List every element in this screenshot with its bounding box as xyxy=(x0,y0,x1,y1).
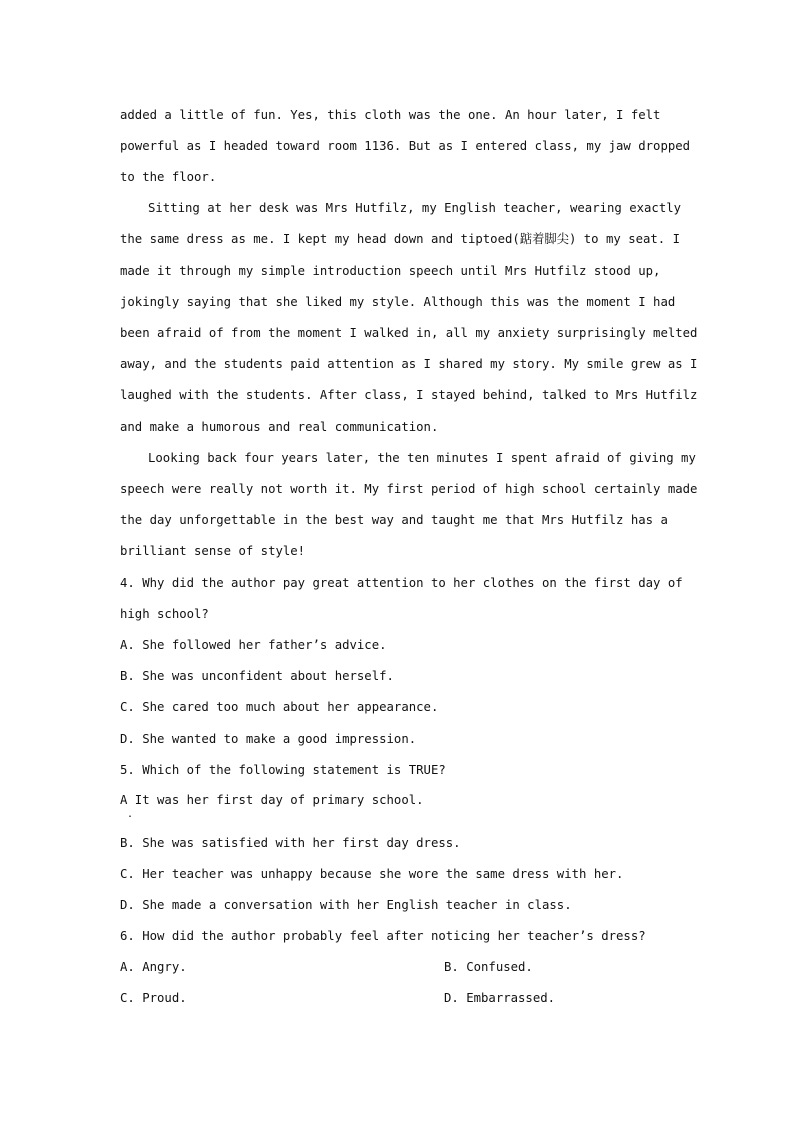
q5-option-b: B. She was satisfied with her first day dress. xyxy=(120,836,461,850)
question-5-stem: 5. Which of the following statement is TRUE? xyxy=(120,763,446,777)
passage-line: Sitting at her desk was Mrs Hutfilz, my English teacher, wearing exactly xyxy=(148,201,682,215)
passage-line: speech were really not worth it. My first period of high school certainly made xyxy=(120,482,698,496)
question-6-stem: 6. How did the author probably feel after noticing her teacher’s dress? xyxy=(120,929,646,943)
q5-option-d: D. She made a conversation with her English teacher in class. xyxy=(120,898,572,912)
passage-line: laughed with the students. After class, I stayed behind, talked to Mrs Hutfilz xyxy=(120,388,698,402)
passage-line: the same dress as me. I kept my head down and tiptoed(踮着脚尖) to my seat. I xyxy=(120,232,681,246)
q6-option-d: D. Embarrassed. xyxy=(444,991,556,1005)
passage-line: been afraid of from the moment I walked in, all my anxiety surprisingly melted xyxy=(120,326,698,340)
question-4-stem-cont: high school? xyxy=(120,607,209,621)
q4-option-b: B. She was unconfident about herself. xyxy=(120,669,394,683)
q5-option-a: A It was her first day of primary school. xyxy=(120,793,424,807)
passage-line: made it through my simple introduction speech until Mrs Hutfilz stood up, xyxy=(120,264,661,278)
q4-option-c: C. She cared too much about her appearance. xyxy=(120,700,439,714)
passage-line: and make a humorous and real communication. xyxy=(120,420,439,434)
passage-line: to the floor. xyxy=(120,170,217,184)
q4-option-a: A. She followed her father’s advice. xyxy=(120,638,387,652)
passage-line: away, and the students paid attention as I shared my story. My smile grew as I xyxy=(120,357,698,371)
passage-line: powerful as I headed toward room 1136. But as I entered class, my jaw dropped xyxy=(120,139,691,153)
question-4-stem: 4. Why did the author pay great attention to her clothes on the first day of xyxy=(120,576,683,590)
q4-option-d: D. She wanted to make a good impression. xyxy=(120,732,417,746)
passage-line: the day unforgettable in the best way and taught me that Mrs Hutfilz has a xyxy=(120,513,668,527)
passage-line: jokingly saying that she liked my style. Although this was the moment I had xyxy=(120,295,676,309)
passage-line: added a little of fun. Yes, this cloth was the one. An hour later, I felt xyxy=(120,108,661,122)
passage-line: Looking back four years later, the ten minutes I spent afraid of giving my xyxy=(148,451,696,465)
q6-option-c: C. Proud. xyxy=(120,991,187,1005)
passage-line: brilliant sense of style! xyxy=(120,544,306,558)
q6-option-a: A. Angry. xyxy=(120,960,187,974)
stray-dot: . xyxy=(127,809,134,820)
q6-option-b: B. Confused. xyxy=(444,960,533,974)
q5-option-c: C. Her teacher was unhappy because she wore the same dress with her. xyxy=(120,867,624,881)
